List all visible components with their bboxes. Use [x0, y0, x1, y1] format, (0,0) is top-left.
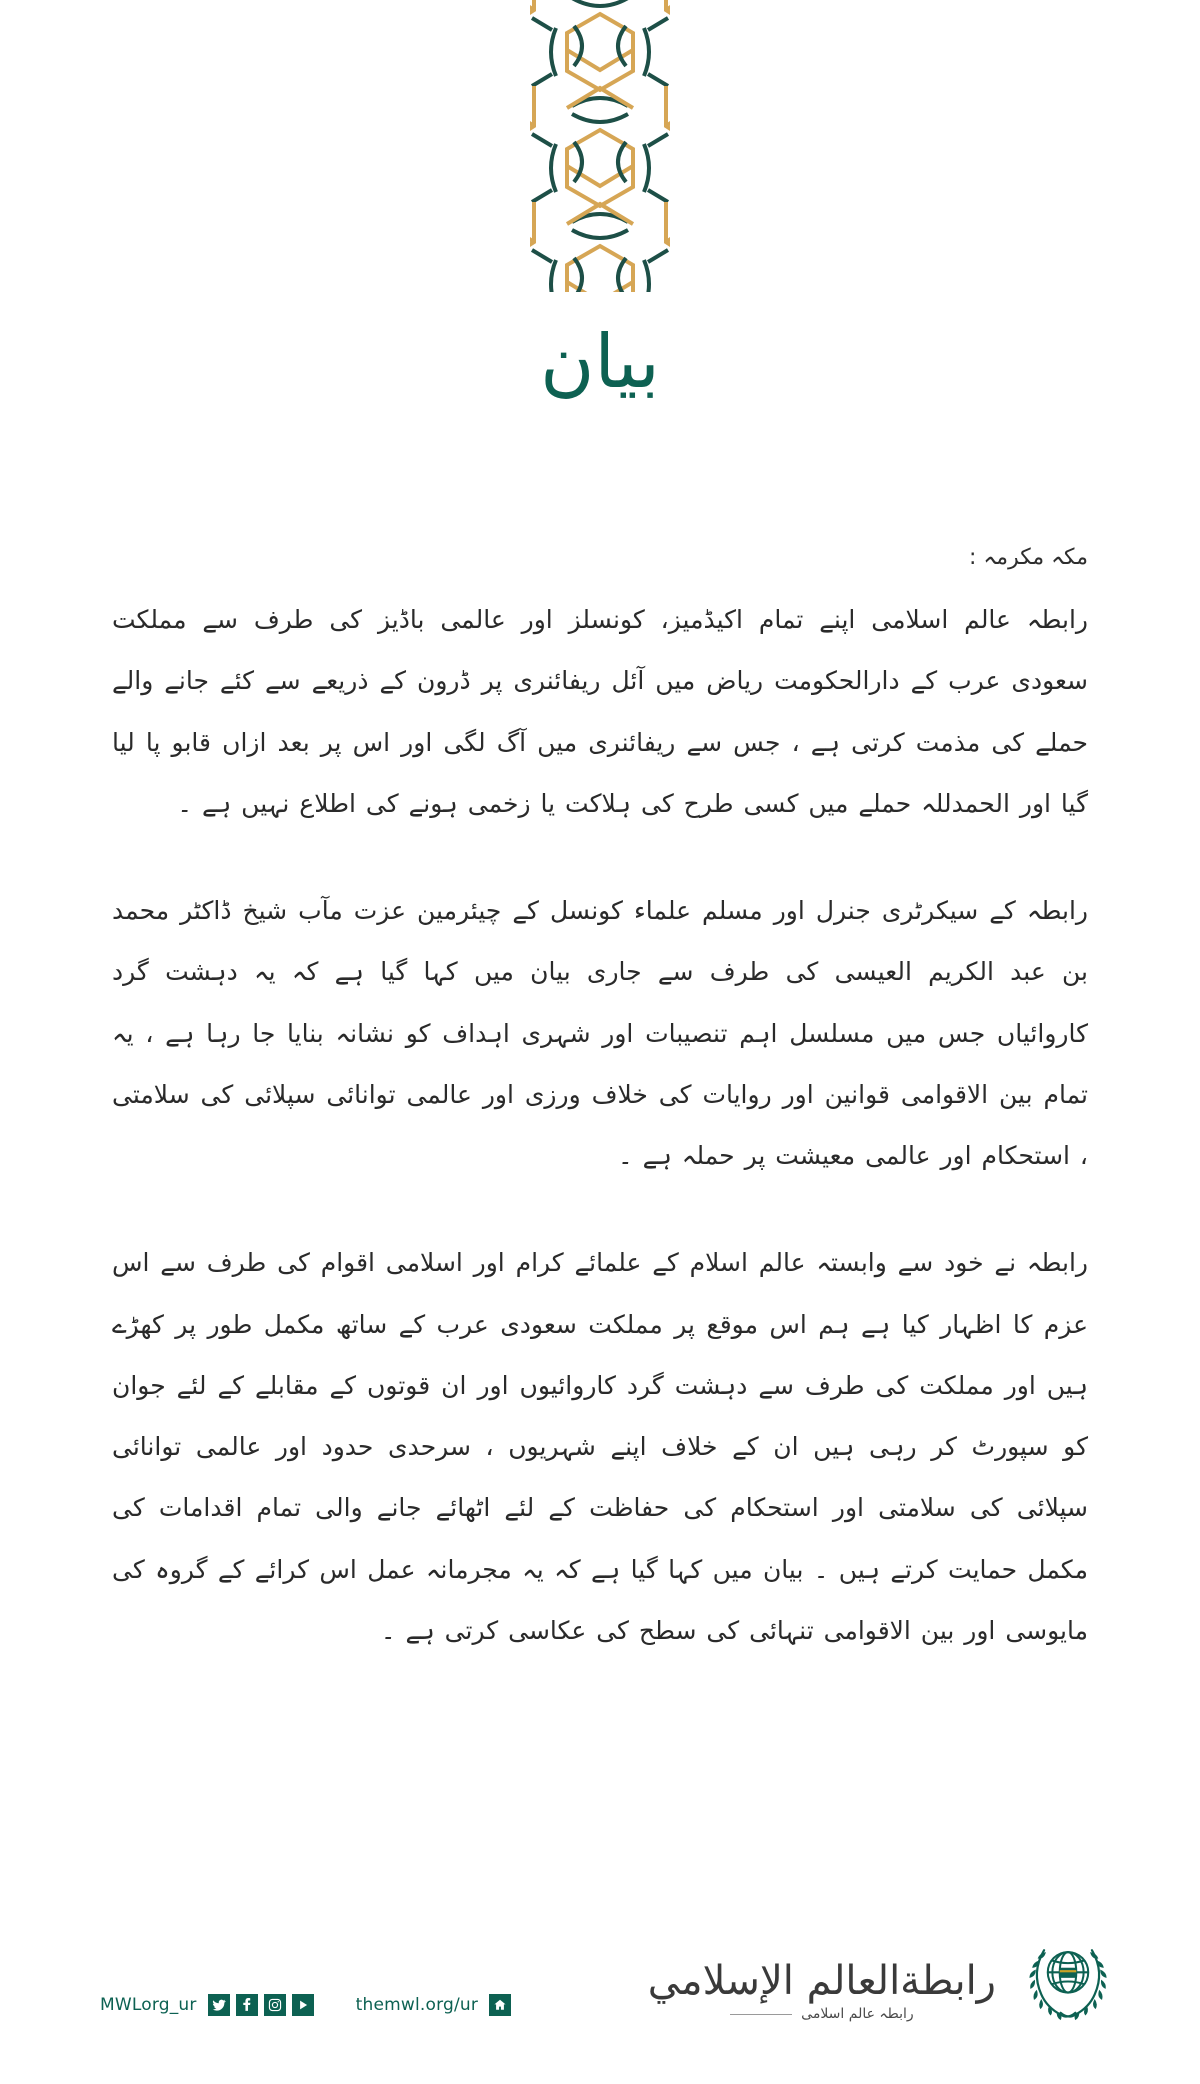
footer-spacer [320, 2005, 356, 2006]
home-icon[interactable] [489, 1994, 511, 2016]
wordmark-arabic: رابطةالعالم الإسلامي [647, 1958, 996, 2004]
wordmark-urdu: رابطہ عالم اسلامی [801, 2006, 914, 2022]
social-handle: MWLorg_ur [100, 1995, 197, 2015]
statement-paragraph-2: رابطہ کے سیکرٹری جنرل اور مسلم علماء کونسل کے چیئرمین عزت مآب شیخ ڈاکٹر محمد بن عبد الکریم العیسی کی طرف سے جاری بیان میں کہا گیا ہے کہ یہ دہشت گرد کاروائیاں جس میں مسلسل اہم تنصیبات اور شہری اہداف کو نشانہ بنایا جا رہا ہے ، یہ تمام بین الاقوامی قوانین اور روایات کی خلاف ورزی اور عالمی توانائی سپلائی کی سلامتی ، استحکام اور عالمی معیشت پر حملہ ہے ۔ [112, 896, 1088, 1171]
page-title-wrap [0, 319, 1200, 405]
dateline: مکہ مکرمہ : [969, 545, 1088, 570]
statement-body [112, 540, 1088, 1661]
wordmark-rule-left [730, 2014, 792, 2015]
page-title: بیان [540, 319, 660, 405]
youtube-icon[interactable] [292, 1994, 314, 2016]
statement-paragraph-3: رابطہ نے خود سے وابستہ عالم اسلام کے علمائے کرام اور اسلامی اقوام کی طرف سے اس عزم کا اظہار کیا ہے ہم اس موقع پر مملکت سعودی عرب کے ساتھ مکمل طور پر کھڑے ہیں اور مملکت کی طرف سے دہشت گرد کاروائیوں اور ان قوتوں کے مقابلے کے لئے جوان کو سپورٹ کر رہی ہیں ان کے خلاف اپنے شہریوں ، سرحدی حدود اور عالمی توانائی سپلائی کی سلامتی اور استحکام کی حفاظت کے لئے اٹھائے جانے والی تمام اقدامات کی مکمل حمایت کرتے ہیں ۔ بیان میں کہا گیا ہے کہ یہ مجرمانہ عمل اس کرائے کے گروہ کی مایوسی اور بین الاقوامی تنہائی کی سطح کی عکاسی کرتی ہے ۔ [112, 1248, 1088, 1645]
top-ornament-band [0, 0, 1200, 292]
facebook-icon[interactable] [236, 1994, 258, 2016]
footer [0, 1942, 1200, 2028]
mwl-globe-laurel-emblem [1022, 1930, 1114, 2022]
footer-contact-group [100, 1994, 517, 2016]
mwl-arabic-wordmark [648, 1960, 996, 2022]
wordmark-rule-row [730, 2006, 913, 2022]
instagram-icon[interactable] [264, 1994, 286, 2016]
website-url[interactable]: themwl.org/ur [355, 1995, 479, 2015]
footer-brand-group [648, 1930, 1114, 2022]
statement-paragraph-1: رابطہ عالم اسلامی اپنے تمام اکیڈمیز، کونسلز اور عالمی باڈیز کی طرف سے مملکت سعودی عرب کے دارالحکومت ریاض میں آئل ریفائنری پر ڈرون کے ذریعے سے کئے جانے والے حملے کی مذمت کرتی ہے ، جس سے ریفائنری میں آگ لگی اور اس پر بعد ازاں قابو پا لیا گیا اور الحمدللہ حملے میں کسی طرح کی ہلاکت یا زخمی ہونے کی اطلاع نہیں ہے ۔ [112, 605, 1088, 818]
geometric-hexagon-pattern [530, 0, 670, 292]
twitter-icon[interactable] [208, 1994, 230, 2016]
